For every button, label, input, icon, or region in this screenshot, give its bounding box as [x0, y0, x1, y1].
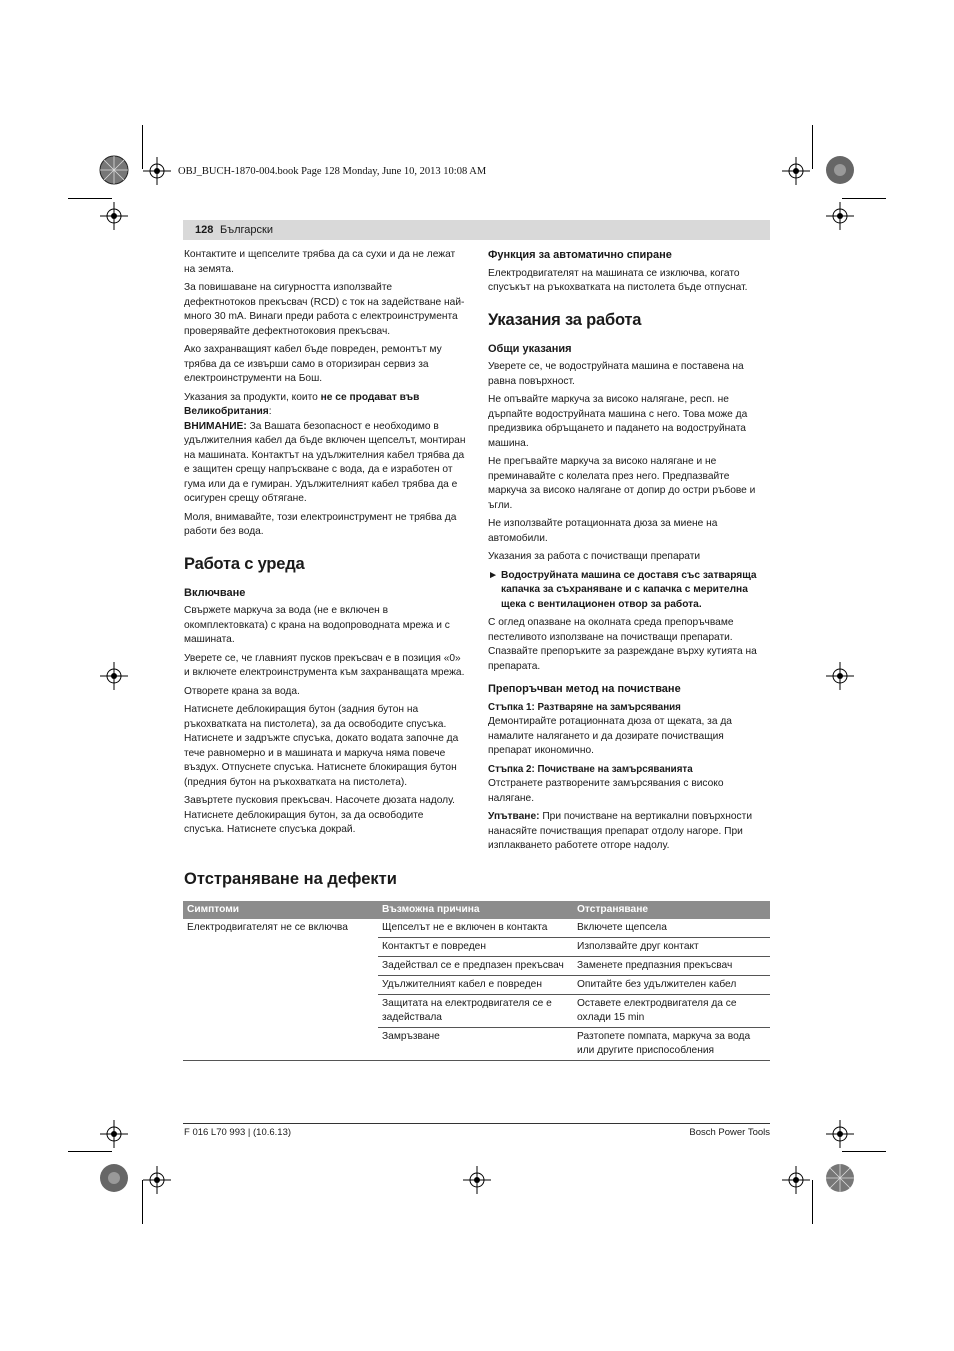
paragraph: Не опъвайте маркуча за високо налягане, респ. не дърпайте водоструйната машина с него. Това може да предизвика обръщането и падането на водоструйната машина.	[488, 394, 748, 449]
paragraph: Указания за работа с почистващи препарати	[488, 551, 701, 562]
table-header-row	[183, 901, 770, 919]
step-title: Стъпка 2: Почистване на замърсяванията	[488, 763, 693, 775]
column-header: Отстраняване	[573, 901, 770, 919]
paragraph: Указания за продукти, които не се продават във Великобритания:	[184, 391, 420, 417]
crosshair-icon	[143, 1166, 171, 1194]
registration-target-icon	[822, 152, 858, 188]
paragraph: Завъртете пусковия прекъсвач. Насочете дюзата надолу. Натиснете деблокиращия бутон, за да освободите спусъка. Натиснете спусъка докрай.	[184, 795, 456, 835]
paragraph: Демонтирайте ротационната дюза от щеката, за да намалите налягането и да дозирате почистващия препарат икономично.	[488, 716, 732, 756]
paragraph: Уверете се, че главният пусков прекъсвач е в позиция «0» и включете електроинструмента към захранващата мрежа.	[184, 652, 465, 678]
cause-cell: Защитата на електродвигателя се е задействала	[378, 995, 573, 1028]
paragraph: Не прегъвайте маркуча за високо налягане и не преминавайте с колелата през него. Предпазвайте маркуча за високо налягане от допир до остри ръбове и ъгли.	[488, 456, 756, 511]
arrow-icon: ►	[488, 569, 499, 581]
column-header: Възможна причина	[378, 901, 573, 919]
crosshair-icon	[826, 1120, 854, 1148]
paragraph: Ако захранващият кабел бъде повреден, ремонтът му трябва да се извърши само в оторизиран сервиз за електроинструменти на Бош.	[184, 344, 442, 384]
cause-cell: Щепселът не е включен в контакта	[378, 919, 573, 938]
page-language: Български	[220, 224, 273, 236]
bullet-item: ► Водоструйната машина се доставя със затварящa капачка за съхраняване и с капачка с мерителна щека с вентилационен отвор за работа.	[488, 569, 770, 613]
paragraph: Не използвайте ротационната дюза за миене на автомобили.	[488, 518, 718, 544]
paragraph: Упътване: При почистване на вертикални повърхности нанасяйте почистващия препарат отдолу нагоре. При изплакването работете отгоре надолу.	[488, 811, 753, 851]
paragraph: За повишаване на сигурността използвайте дефектнотоков прекъсвач (RCD) с ток на задействане най-много 30 mA. Винаги преди работа с електроинструмента проверявайте дефектнотоковия прекъсвач.	[184, 282, 465, 337]
paragraph: Контактите и щепселите трябва да са сухи и да не лежат на земята.	[184, 249, 456, 275]
section-heading: Работа с уреда	[184, 554, 305, 573]
left-column	[184, 248, 466, 842]
remedy-cell: Оставете електродвигателя да се охлади 15 min	[573, 995, 770, 1028]
column-header: Симптоми	[183, 901, 378, 919]
right-column	[488, 248, 770, 858]
crosshair-icon	[826, 202, 854, 230]
crosshair-icon	[143, 157, 171, 185]
print-slug: OBJ_BUCH-1870-004.book Page 128 Monday, June 10, 2013 10:08 AM	[178, 166, 487, 177]
troubleshooting-title: Отстраняване на дефекти	[184, 870, 397, 888]
crosshair-icon	[782, 157, 810, 185]
step-title: Стъпка 1: Разтваряне на замърсявания	[488, 701, 681, 713]
paragraph: ВНИМАНИЕ: За Вашата безопасност е необходимо в удължителния кабел да бъде включен щепселът, монтиран на машината. Контактът на удължителния кабел трябва да е защитен срещу напръскване с вода, да е изработен от гума или да е гумиран. Удължителният кабел трябва да е осигурен срещу обтягане.	[184, 420, 466, 504]
crosshair-icon	[463, 1166, 491, 1194]
registration-target-icon	[96, 152, 132, 188]
subsection-heading: Включване	[184, 586, 246, 599]
paragraph: Електродвигателят на машината се изключва, когато спусъкът на ръкохватката на пистолета бъде отпуснат.	[488, 267, 748, 293]
section-heading: Указания за работа	[488, 310, 642, 329]
crosshair-icon	[100, 662, 128, 690]
crosshair-icon	[100, 1120, 128, 1148]
remedy-cell: Използвайте друг контакт	[573, 938, 770, 957]
troubleshooting-table	[183, 901, 770, 1061]
cause-cell: Задействал се е предпазен прекъсвач	[378, 957, 573, 976]
crosshair-icon	[100, 202, 128, 230]
remedy-cell: Заменете предпазния прекъсвач	[573, 957, 770, 976]
paragraph: Свържете маркуча за вода (не е включен в окомплектовката) с крана на водопроводната мрежа и с машината.	[184, 605, 450, 645]
registration-target-icon	[822, 1160, 858, 1196]
registration-target-icon	[96, 1160, 132, 1196]
symptom-cell: Електродвигателят не се включва	[183, 919, 378, 1061]
subsection-heading: Функция за автоматично спиране	[488, 249, 672, 261]
paragraph: Моля, внимавайте, този електроинструмент не трябва да работи без вода.	[184, 511, 457, 537]
cause-cell: Контактът е повреден	[378, 938, 573, 957]
subsection-heading: Препоръчван метод на почистване	[488, 683, 681, 695]
paragraph: Натиснете деблокиращия бутон (задния бутон на ръкохватката на пистолета), за да освободите спусъка. Натиснете и задръжте спусъка, докато водата започне да тече равномерно и в машината и маркуча няма повече въздух. Отпуснете спусъка. Натиснете блокиращия бутон (предния бутон на ръкохватката на пистолета).	[184, 704, 459, 788]
subsection-heading: Общи указания	[488, 342, 572, 355]
footer-brand: Bosch Power Tools	[689, 1127, 770, 1138]
remedy-cell: Опитайте без удължителен кабел	[573, 976, 770, 995]
remedy-cell: Включете щепсела	[573, 919, 770, 938]
paragraph: С оглед опазване на околната среда препоръчваме пестеливото използване на почистващи препарати. Спазвайте препоръките за разреждане върху кутията на препарата.	[488, 617, 757, 672]
footer-doc-number: F 016 L70 993 | (10.6.13)	[184, 1127, 292, 1138]
cause-cell: Замръзване	[378, 1028, 573, 1061]
paragraph: Отстранете разтворените замърсявания с високо налягане.	[488, 778, 724, 804]
remedy-cell: Разтопете помпата, маркуча за вода или другите приспособления	[573, 1028, 770, 1061]
cause-cell: Удължителният кабел е повреден	[378, 976, 573, 995]
paragraph: Уверете се, че водоструйната машина е поставена на равна повърхност.	[488, 361, 744, 387]
page-number: 128	[195, 224, 214, 236]
crosshair-icon	[826, 662, 854, 690]
table-row	[183, 919, 770, 938]
footer-divider	[183, 1123, 770, 1124]
crosshair-icon	[782, 1166, 810, 1194]
paragraph: Отворете крана за вода.	[184, 685, 300, 697]
